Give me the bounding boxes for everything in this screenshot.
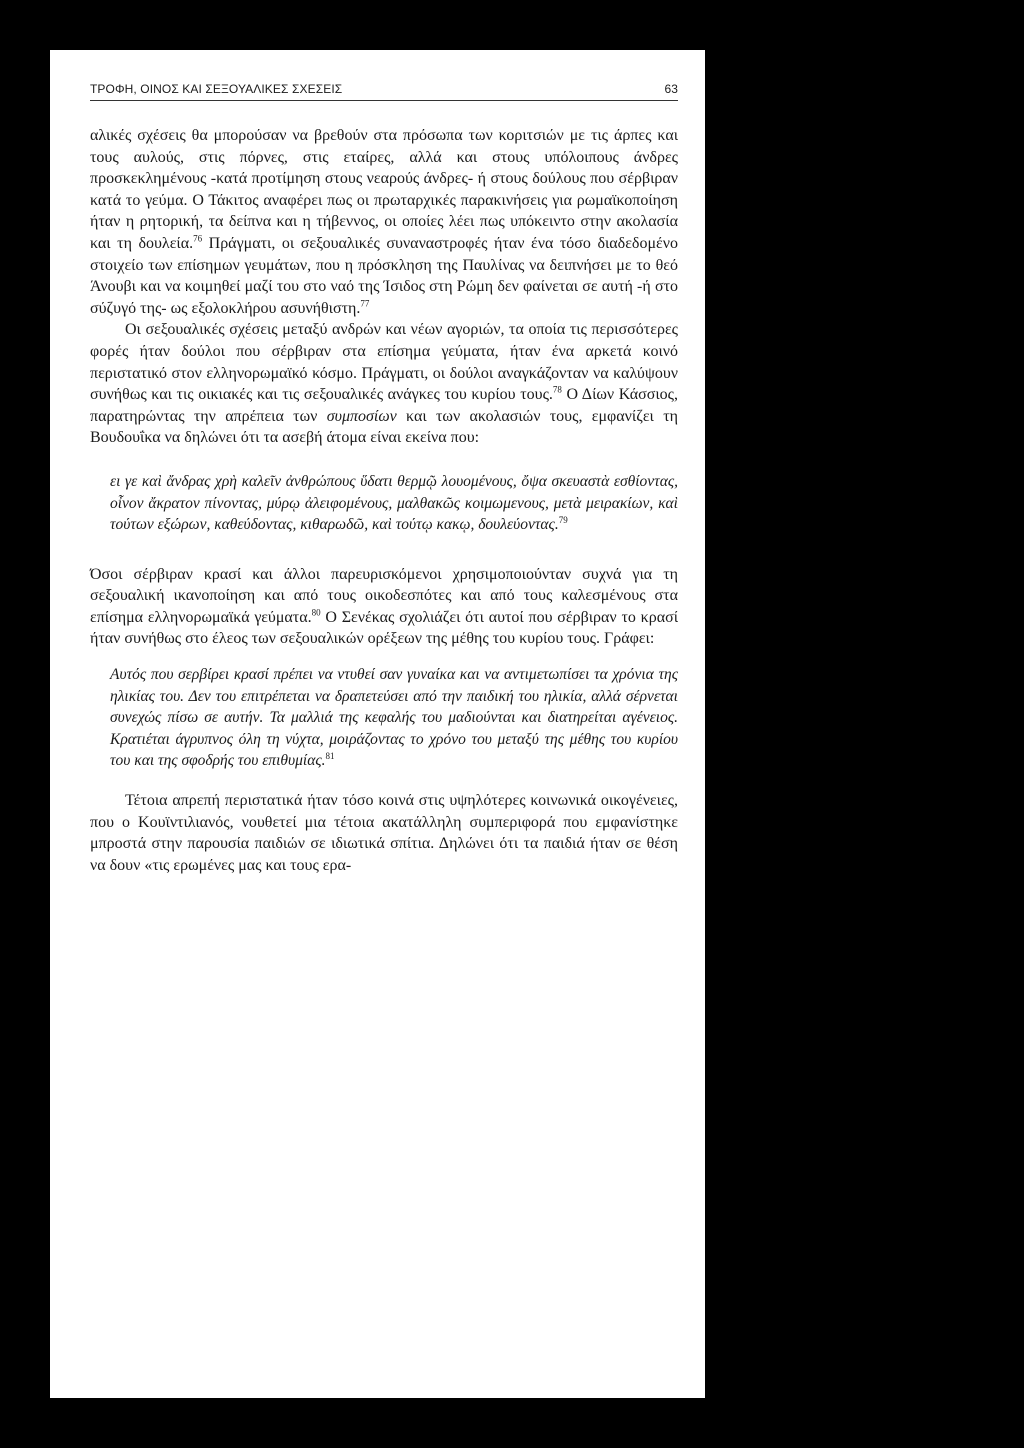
greek-quotation-text: ει γε καὶ ἄνδρας χρὴ καλεῖν ἀνθρώπους ὕδατι θερμῷ λουομένους, ὄψα σκευαστὰ εσθίοντας, οἶνον ἄκρατον πίνοντας, μύρῳ ἀλειφομένους, μαλθακῶς κοιμωμενους, μετὰ μειρακίων, καὶ τούτων εξώρων, καθεύδοντας, κιθαρωδῶ, καὶ τούτῳ κακῳ, δουλεύοντας. — [110, 472, 678, 534]
footnote-ref-78: 78 — [552, 384, 562, 395]
paragraph-1 — [90, 125, 678, 319]
paragraph-1-text-a: αλικές σχέσεις θα μπορούσαν να βρεθούν στα πρόσωπα των κοριτσιών με τις άρπες και τους αυλούς, στις πόρνες, στις εταίρες, αλλά και στους υπόλοιπους άνδρες προσκεκλημένους -κατά προτίμηση στους νεαρούς άνδρες- ή στους δούλους που σέρβιραν κατά το γεύμα. Ο Τάκιτος αναφέρει πως οι πρωταρχικές παρακινήσεις για ρωμαϊκοποίηση ήταν η ρητορική, τα δείπνα και η τήβεννος, οι οποίες λέει πως υπόκειντο στην ακολασία και τη δουλεία. — [90, 127, 678, 252]
footnote-ref-81: 81 — [325, 751, 335, 762]
paragraph-1-text-b: Πράγματι, οι σεξουαλικές συναναστροφές ήταν ένα τόσο διαδεδομένο στοιχείο των επίσημων γευμάτων, που η πρόσκληση της Παυλίνας να δειπνήσει με το θεό Άνουβι και να κοιμηθεί μαζί του στο ναό της Ίσιδος στη Ρώμη δεν φαίνεται σε αυτή -ή στο σύζυγό της- ως εξολοκλήρου ασυνήθιστη. — [90, 234, 679, 317]
paragraph-2-text-a: Οι σεξουαλικές σχέσεις μεταξύ ανδρών και νέων αγοριών, τα οποία τις περισσότερες φορές ήταν δούλοι που σέρβιραν στα επίσημα γεύματα, ήταν ένα αρκετά κοινό περιστατικό στον ελληνορωμαϊκό κόσμο. Πράγματι, οι δούλοι αναγκάζονταν να καλύψουν συνήθως και τις οικιακές και τις σεξουαλικές ανάγκες του κυρίου τους. — [90, 321, 678, 404]
paragraph-3-text-b: Ο Σενέκας σχολιάζει ότι αυτοί που σέρβιραν το κρασί ήταν συνήθως στο έλεος των σεξουαλικών ορέξεων της μέθης του κυρίου τους. Γράφει: — [90, 608, 679, 648]
running-header-title: ΤΡΟΦΗ, ΟΙΝΟΣ ΚΑΙ ΣΕΞΟΥΑΛΙΚΕΣ ΣΧΕΣΕΙΣ — [90, 82, 343, 96]
paragraph-2-text-c: και των ακολασιών τους, εμφανίζει τη Βουδουΐκα να δηλώνει ότι τα ασεβή άτομα είναι εκείνα που: — [90, 407, 678, 447]
running-header — [90, 80, 678, 101]
document-page — [50, 50, 705, 1398]
footnote-ref-79: 79 — [558, 514, 568, 525]
paragraph-4 — [90, 790, 678, 876]
paragraph-4-text: Τέτοια απρεπή περιστατικά ήταν τόσο κοινά στις υψηλότερες κοινωνικά οικογένειες, που ο Κουϊντιλιανός, νουθετεί μια τέτοια ακατάλληλη συμπεριφορά που εμφανίστηκε μπροστά στην παρουσία παιδιών σε ιδιωτικά σπίτια. Δηλώνει ότι τα παιδιά ήταν σε θέση να δουν «τις ερωμένες μας και τους ερα- — [90, 792, 678, 874]
paragraph-2 — [90, 319, 678, 449]
footnote-ref-76: 76 — [193, 233, 203, 244]
seneca-quotation-text: Αυτός που σερβίρει κρασί πρέπει να ντυθεί σαν γυναίκα και να αντιμετωπίσει τα χρόνια της ηλικίας του. Δεν του επιτρέπεται να δραπετεύσει από την παιδική του ηλικία, αλλά σέρνεται συνεχώς πίσω σε αυτήν. Τα μαλλιά της κεφαλής του μαδιούνται και διατηρείται αγένειος. Κρατιέται άγρυπνος όλη τη νύχτα, μοιράζοντας το χρόνο του μεταξύ της μέθης του κυρίου του και της σφοδρής του επιθυμίας. — [110, 666, 678, 770]
seneca-quotation — [90, 664, 678, 772]
page-number: 63 — [664, 82, 678, 96]
paragraph-3-text-a: Όσοι σέρβιραν κρασί και άλλοι παρευρισκόμενοι χρησιμοποιούνταν συχνά για τη σεξουαλική ικανοποίηση και από τους οικοδεσπότες και από τους καλεσμένους στα επίσημα ελληνορωμαϊκά γεύματα. — [90, 565, 678, 626]
greek-quotation — [90, 471, 678, 536]
paragraph-2-text-b: Ο Δίων Κάσσιος, παρατηρώντας την απρέπεια των — [90, 386, 678, 425]
footnote-ref-77: 77 — [360, 298, 370, 309]
body-text — [90, 125, 678, 876]
footnote-ref-80: 80 — [311, 607, 321, 618]
paragraph-2-italic-term: συμποσίων — [326, 407, 397, 425]
paragraph-3 — [90, 564, 678, 650]
